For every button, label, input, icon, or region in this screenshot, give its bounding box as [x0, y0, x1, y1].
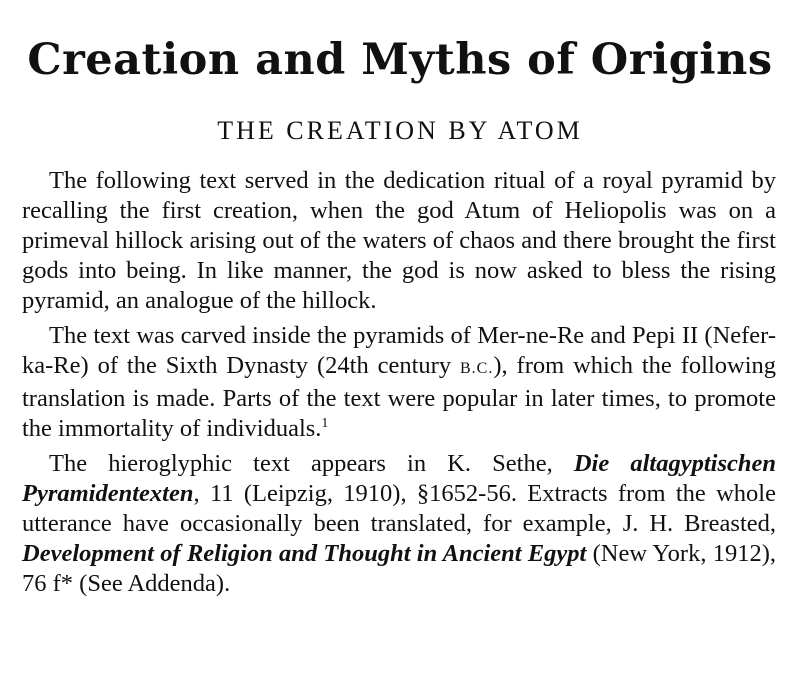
- book-title-sethe: Die altagyptischen Pyramidentexten: [22, 450, 777, 507]
- paragraph-3-text-after: (New York, 1912), 76 f* (See Addenda).: [22, 540, 776, 597]
- book-title-breasted: Development of Religion and Thought in Ancient Egypt: [22, 540, 587, 567]
- era-abbreviation: B.C.: [460, 360, 494, 377]
- paragraph-2-text-before: The text was carved inside the pyramids of Mer-ne-Re and Pepi II (Nefer-ka-Re) of the Sixth Dynasty (24th century: [22, 322, 776, 379]
- body-text: [22, 166, 776, 604]
- page-title: Creation and Myths of Origins: [27, 35, 773, 85]
- section-subtitle: THE CREATION BY ATOM: [217, 116, 583, 145]
- footnote-reference: 1: [321, 415, 329, 431]
- paragraph-carving: [22, 321, 776, 444]
- paragraph-3-text-middle: , 11 (Leipzig, 1910), §1652-56. Extracts from the whole utterance have occasionally been translated, for example, J. H. Breasted,: [22, 480, 776, 537]
- paragraph-3-text-before: The hieroglyphic text appears in K. Sethe,: [49, 450, 574, 477]
- paragraph-intro: [22, 166, 776, 316]
- paragraph-2-text-middle: ), from which the following translation is made. Parts of the text were popular in later times, to promote the immortality of individuals.: [22, 352, 776, 442]
- paragraph-1-text: The following text served in the dedication ritual of a royal pyramid by recalling the first creation, when the god Atum of Heliopolis was on a primeval hillock arising out of the waters of chaos and there brought the first gods into being. In like manner, the god is now asked to bless the rising pyramid, an analogue of the hillock.: [22, 167, 776, 314]
- paragraph-bibliography: [22, 449, 776, 599]
